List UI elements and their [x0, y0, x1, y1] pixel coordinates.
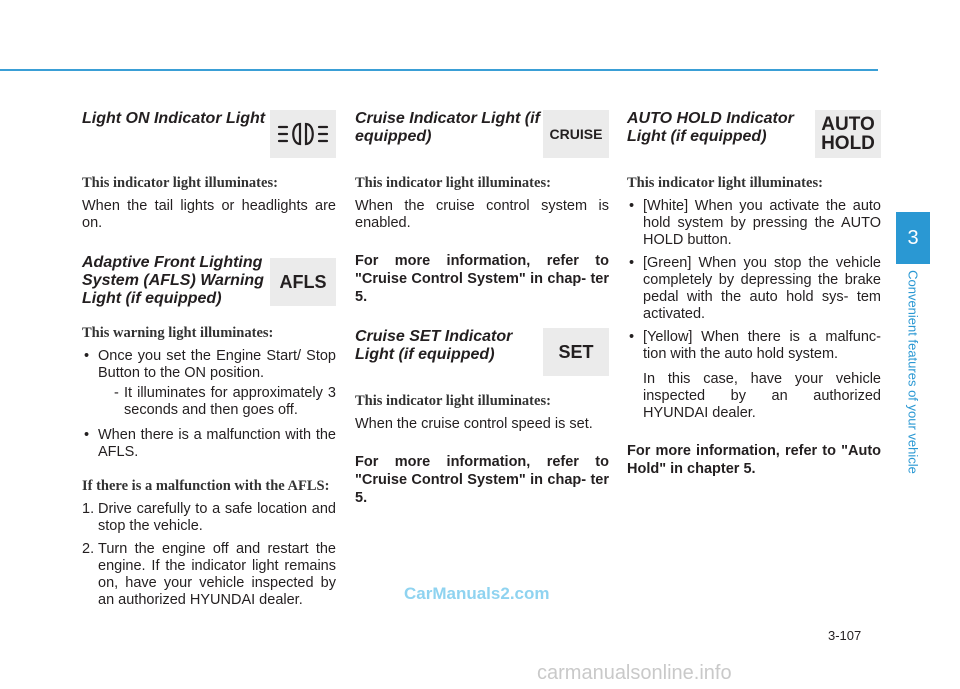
section-title: AUTO HOLD Indicator Light (if equipped) [627, 110, 794, 145]
section-subheading: This indicator light illuminates: [82, 175, 278, 191]
set-icon: SET [543, 328, 609, 376]
column-3 [627, 110, 881, 478]
afls-warning-header [82, 254, 336, 308]
section-title: Adaptive Front Lighting System (AFLS) Warning Light (if equipped) [82, 254, 264, 307]
column-2 [355, 110, 609, 507]
list-item-continuation: In this case, have your vehicle inspected by an authorized HYUNDAI dealer. [643, 371, 881, 421]
section-subheading: This warning light illuminates: [82, 325, 274, 341]
header-rule [0, 69, 878, 71]
chapter-label: Convenient features of your vehicle [905, 270, 921, 474]
list-item [627, 329, 881, 422]
auto-hold-icon [815, 110, 881, 158]
section-subheading: If there is a malfunction with the AFLS: [82, 478, 330, 494]
section-body: When the cruise control system is enabled. [355, 198, 609, 231]
light-on-indicator-header [82, 110, 336, 158]
section-subheading: This indicator light illuminates: [627, 175, 823, 191]
section-subheading: This indicator light illuminates: [355, 393, 551, 409]
list-item: • [White] When you activate the auto hold system by pressing the AUTO HOLD button. [627, 198, 881, 249]
reference-note: For more information, refer to "Auto Hold" in chapter 5. [627, 443, 881, 477]
list-item [82, 348, 336, 419]
bullet-list [82, 348, 336, 461]
reference-note: For more information, refer to "Cruise Control System" in chap- ter 5. [355, 454, 609, 506]
list-item [82, 501, 336, 535]
list-item-text: Drive carefully to a safe location and stop the vehicle. [98, 501, 336, 534]
chapter-tab: 3 [896, 212, 930, 264]
page-number: 3-107 [828, 628, 862, 643]
bullet-list [627, 198, 881, 422]
section-body: When the cruise control speed is set. [355, 416, 593, 432]
section-body: When the tail lights or headlights are on. [82, 198, 336, 231]
list-item: • When there is a malfunction with the AFLS. [82, 427, 336, 461]
cruise-set-header [355, 328, 609, 376]
watermark: CarManuals2.com [404, 584, 550, 603]
list-item [82, 541, 336, 609]
section-subheading: This indicator light illuminates: [355, 175, 551, 191]
numbered-list [82, 501, 336, 609]
cruise-indicator-header [355, 110, 609, 158]
item-number: 1. [82, 501, 95, 517]
auto-hold-icon-line-2: HOLD [821, 133, 875, 154]
headlight-indicator-icon [270, 110, 336, 158]
section-title: Cruise Indicator Light (if equipped) [355, 110, 540, 145]
list-item: • [Green] When you stop the vehicle completely by depressing the brake pedal with the auto hold sys- tem activated. [627, 255, 881, 323]
dash-item: - It illuminates for approximately 3 seconds and then goes off. [98, 385, 336, 419]
list-item-text: Turn the engine off and restart the engine. If the indicator light remains on, have your vehicle inspected by an authorized HYUNDAI dealer. [98, 541, 336, 608]
column-1 [82, 110, 336, 615]
list-item-text: Once you set the Engine Start/ Stop Button to the ON position. [98, 348, 336, 381]
list-item-text: [Yellow] When there is a malfunc- tion with the auto hold system. [643, 329, 881, 362]
reference-note: For more information, refer to "Cruise Control System" in chap- ter 5. [355, 253, 609, 305]
cruise-icon: CRUISE [543, 110, 609, 158]
footer-watermark: carmanualsonline.info [537, 662, 732, 684]
auto-hold-header [627, 110, 881, 158]
section-title: Cruise SET Indicator Light (if equipped) [355, 328, 513, 363]
afls-icon: AFLS [270, 258, 336, 306]
section-title: Light ON Indicator Light [82, 110, 266, 127]
auto-hold-icon-line-1: AUTO [821, 114, 875, 135]
item-number: 2. [82, 541, 95, 557]
